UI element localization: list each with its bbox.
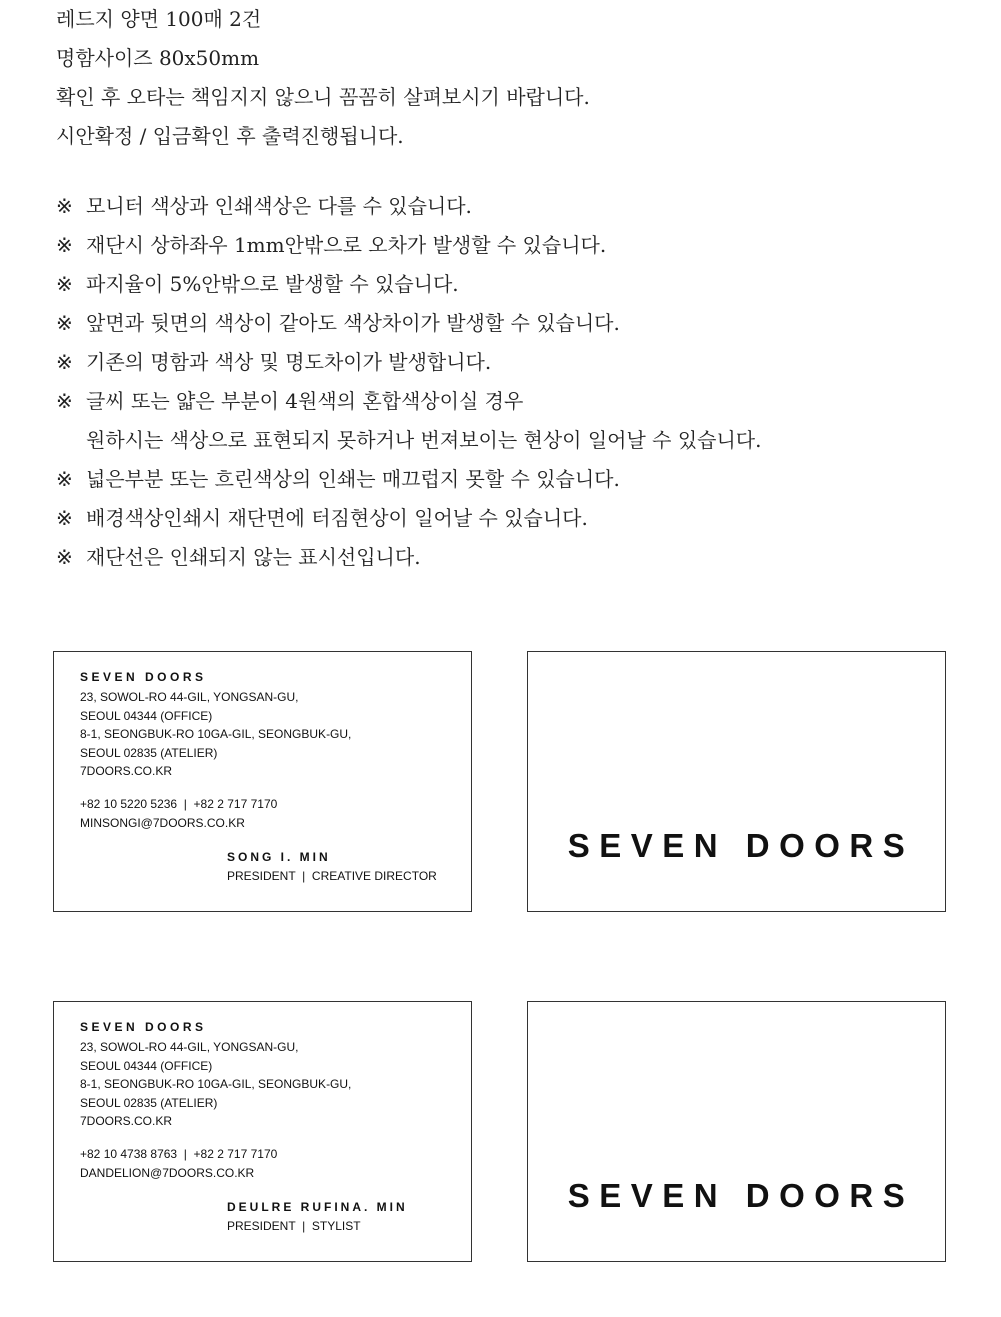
- print-notes: [56, 187, 761, 577]
- note-item: [56, 538, 761, 577]
- address-line: 23, SOWOL-RO 44-GIL, YONGSAN-GU,: [80, 690, 299, 704]
- person-name: SONG I. MIN: [227, 850, 331, 864]
- card-brand: SEVEN DOORS: [80, 670, 207, 684]
- note-mark: ※: [56, 350, 73, 374]
- business-card-front: [53, 651, 472, 912]
- note-item: [56, 187, 761, 226]
- note-mark: ※: [56, 389, 73, 413]
- note-text: 파지율이 5%안밖으로 발생할 수 있습니다.: [86, 272, 459, 296]
- note-item: [56, 382, 761, 421]
- note-text: 재단선은 인쇄되지 않는 표시선입니다.: [86, 545, 421, 569]
- address-line: SEOUL 02835 (ATELIER): [80, 745, 218, 760]
- info-line: 시안확정 / 입금확인 후 출력진행됩니다.: [56, 124, 404, 148]
- note-text: 앞면과 뒷면의 색상이 같아도 색상차이가 발생할 수 있습니다.: [86, 311, 620, 335]
- person-title: PRESIDENT | CREATIVE DIRECTOR: [227, 868, 437, 883]
- note-mark: ※: [56, 506, 73, 530]
- card-address: [80, 1038, 351, 1131]
- card-person: [227, 1198, 408, 1235]
- note-mark: ※: [56, 545, 73, 569]
- note-item: [56, 499, 761, 538]
- business-card-back: [527, 1001, 946, 1262]
- note-item: [56, 265, 761, 304]
- person-title: PRESIDENT | STYLIST: [227, 1218, 361, 1233]
- email: MINSONGI@7DOORS.CO.KR: [80, 815, 245, 830]
- card-contact: [80, 1145, 277, 1182]
- note-mark: ※: [56, 272, 73, 296]
- phone: +82 10 4738 8763 | +82 2 717 7170: [80, 1147, 278, 1161]
- email: DANDELION@7DOORS.CO.KR: [80, 1165, 255, 1180]
- website: 7DOORS.CO.KR: [80, 764, 173, 778]
- note-text: 재단시 상하좌우 1mm안밖으로 오차가 발생할 수 있습니다.: [86, 233, 607, 257]
- note-text: 넓은부분 또는 흐린색상의 인쇄는 매끄럽지 못할 수 있습니다.: [86, 467, 620, 491]
- person-name: DEULRE RUFINA. MIN: [227, 1200, 408, 1214]
- card-person: [227, 848, 437, 885]
- note-text: 모니터 색상과 인쇄색상은 다를 수 있습니다.: [86, 194, 472, 218]
- order-info: [56, 0, 590, 156]
- card-brand: SEVEN DOORS: [80, 1020, 207, 1034]
- note-mark: ※: [56, 311, 73, 335]
- note-item: [56, 304, 761, 343]
- note-item: [56, 460, 761, 499]
- note-text: 글씨 또는 얇은 부분이 4원색의 혼합색상이실 경우: [86, 389, 524, 413]
- address-line: 23, SOWOL-RO 44-GIL, YONGSAN-GU,: [80, 1040, 299, 1054]
- card-address: [80, 688, 351, 781]
- address-line: SEOUL 04344 (OFFICE): [80, 708, 213, 723]
- website: 7DOORS.CO.KR: [80, 1114, 173, 1128]
- note-item: [56, 343, 761, 382]
- note-mark: ※: [56, 233, 73, 257]
- business-card-front: [53, 1001, 472, 1262]
- note-text: 배경색상인쇄시 재단면에 터짐현상이 일어날 수 있습니다.: [86, 506, 588, 530]
- card-logo: SEVEN DOORS: [567, 1177, 915, 1214]
- phone: +82 10 5220 5236 | +82 2 717 7170: [80, 797, 278, 811]
- info-line: 확인 후 오타는 책임지지 않으니 꼼꼼히 살펴보시기 바랍니다.: [56, 85, 590, 109]
- address-line: SEOUL 02835 (ATELIER): [80, 1095, 218, 1110]
- card-contact: [80, 795, 277, 832]
- info-line: 명함사이즈 80x50mm: [56, 46, 260, 70]
- card-logo: SEVEN DOORS: [567, 827, 915, 864]
- note-item: [56, 226, 761, 265]
- note-text: 기존의 명함과 색상 및 명도차이가 발생합니다.: [86, 350, 492, 374]
- note-mark: ※: [56, 467, 73, 491]
- note-continuation: 원하시는 색상으로 표현되지 못하거나 번져보이는 현상이 일어날 수 있습니다.: [86, 428, 762, 452]
- info-line: 레드지 양면 100매 2건: [56, 7, 262, 31]
- business-card-back: [527, 651, 946, 912]
- address-line: SEOUL 04344 (OFFICE): [80, 1058, 213, 1073]
- address-line: 8-1, SEONGBUK-RO 10GA-GIL, SEONGBUK-GU,: [80, 727, 352, 741]
- note-mark: ※: [56, 194, 73, 218]
- address-line: 8-1, SEONGBUK-RO 10GA-GIL, SEONGBUK-GU,: [80, 1077, 352, 1091]
